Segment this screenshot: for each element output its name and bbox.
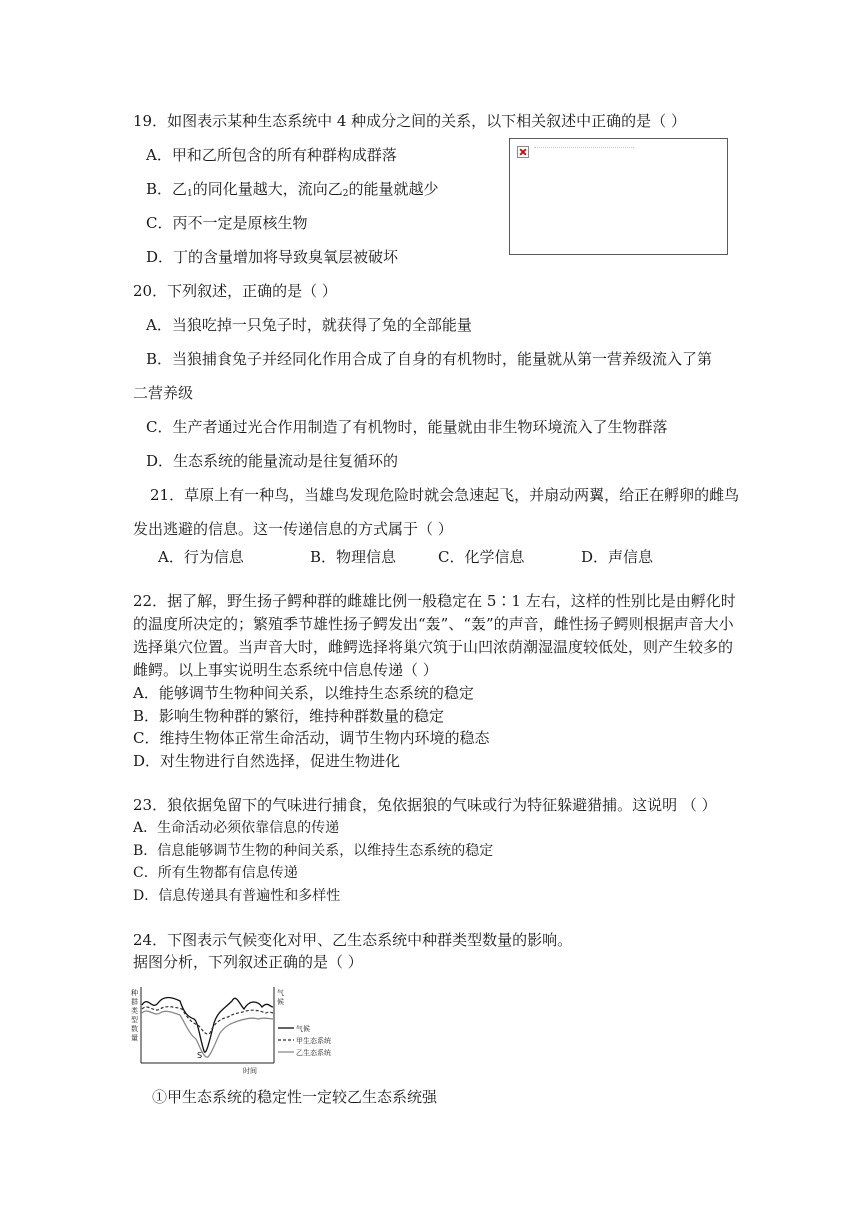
q23-option-a: A．生命活动必须依靠信息的传递 — [133, 820, 340, 836]
q21-stem-line2: 发出逃避的信息。这一传递信息的方式属于（ ） — [133, 520, 453, 538]
q19-option-b-sub2: 2 — [342, 189, 349, 199]
q24-stem-line1: 24．下图表示气候变化对甲、乙生态系统中种群类型数量的影响。 — [133, 931, 573, 949]
q24-stem-line2: 据图分析，下列叙述正确的是（ ） — [133, 953, 363, 971]
q23-stem: 23．狼依据兔留下的气味进行捕食，兔依据狼的气味或行为特征躲避猎捕。这说明 （ ） — [133, 796, 717, 814]
q20-option-d: D．生态系统的能量流动是往复循环的 — [146, 452, 399, 470]
q19-option-b — [146, 178, 439, 205]
q22-stem-line2: 的温度所决定的；繁殖季节雄性扬子鳄发出“轰”、“轰”的声音，雌性扬子鳄则根据声音大小 — [133, 615, 734, 633]
q20-option-b-line2: 二营养级 — [133, 384, 194, 402]
q21-option-d: D．声信息 — [581, 548, 654, 566]
q23-option-b: B．信息能够调节生物的种间关系，以维持生态系统的稳定 — [133, 843, 494, 859]
q20-option-a: A．当狼吃掉一只兔子时，就获得了兔的全部能量 — [146, 316, 472, 334]
q19-option-b-mid: 的同化量越大，流向乙 — [192, 180, 343, 198]
series-ecosystem-b-line — [142, 1011, 273, 1057]
q21-options — [158, 546, 653, 568]
q21-option-b: B．物理信息 — [310, 548, 397, 566]
series-ecosystem-a-line — [142, 1007, 273, 1034]
q21-option-c: C．化学信息 — [438, 548, 525, 566]
q19-option-d: D．丁的含量增加将导致臭氧层被破坏 — [146, 248, 399, 266]
chart-y-label: 种群类型数量 — [131, 989, 138, 1042]
q22-option-d: D．对生物进行自然选择，促进生物进化 — [133, 752, 401, 770]
q19-option-b-pre: B．乙 — [146, 180, 188, 198]
legend-label-ecosystem-b: 乙生态系统 — [296, 1049, 331, 1057]
q24-statement-1: ①甲生态系统的稳定性一定较乙生态系统强 — [152, 1088, 438, 1106]
climate-chart — [128, 983, 358, 1075]
q19-option-c: C．丙不一定是原核生物 — [146, 214, 308, 232]
series-climate-line — [142, 998, 273, 1053]
q20-option-c: C．生产者通过光合作用制造了有机物时，能量就由非生物环境流入了生物群落 — [146, 418, 668, 436]
q23-option-c: C．所有生物都有信息传递 — [133, 865, 298, 881]
legend-label-ecosystem-a: 甲生态系统 — [296, 1037, 331, 1045]
broken-image-placeholder — [509, 138, 728, 255]
q19-stem: 19．如图表示某种生态系统中 4 种成分之间的关系，以下相关叙述中正确的是（ ） — [133, 112, 686, 130]
q22-option-b: B．影响生物种群的繁衍，维持种群数量的稳定 — [133, 707, 445, 725]
legend-label-climate: 气候 — [296, 1025, 310, 1033]
q19-option-a: A．甲和乙所包含的所有种群构成群落 — [146, 146, 397, 164]
q21-option-a: A．行为信息 — [158, 548, 244, 566]
q21-stem-line1: 21．草原上有一种鸟，当雄鸟发现危险时就会急速起飞，并扇动两翼，给正在孵卵的雌鸟 — [150, 486, 740, 504]
chart-marker-s: S — [197, 1051, 203, 1060]
broken-image-icon — [517, 146, 529, 158]
q22-option-a: A．能够调节生物种间关系，以维持生态系统的稳定 — [133, 684, 474, 702]
chart-x-label: 时间 — [243, 1067, 257, 1075]
broken-image-caption-line — [534, 147, 634, 149]
q19-option-b-sub1: 1 — [187, 189, 193, 199]
chart-y-label-right: 气候 — [277, 989, 284, 1006]
q22-stem-line1: 22．据了解，野生扬子鳄种群的雌雄比例一般稳定在 5∶1 左右，这样的性别比是由孵化时 — [133, 592, 736, 610]
q20-option-b-line1: B．当狼捕食兔子并经同化作用合成了自身的有机物时，能量就从第一营养级流入了第 — [146, 350, 713, 368]
q22-option-c: C．维持生物体正常生命活动，调节生物内环境的稳态 — [133, 729, 490, 747]
q20-stem: 20．下列叙述，正确的是（ ） — [133, 282, 337, 300]
q22-stem-line4: 雌鳄。以上事实说明生态系统中信息传递（ ） — [133, 661, 438, 679]
q23-option-d: D．信息传递具有普遍性和多样性 — [133, 888, 341, 904]
q19-option-b-post: 的能量就越少 — [348, 180, 439, 198]
q22-stem-line3: 选择巢穴位置。当声音大时，雌鳄选择将巢穴筑于山凹浓荫潮湿温度较低处，则产生较多的 — [133, 638, 734, 656]
